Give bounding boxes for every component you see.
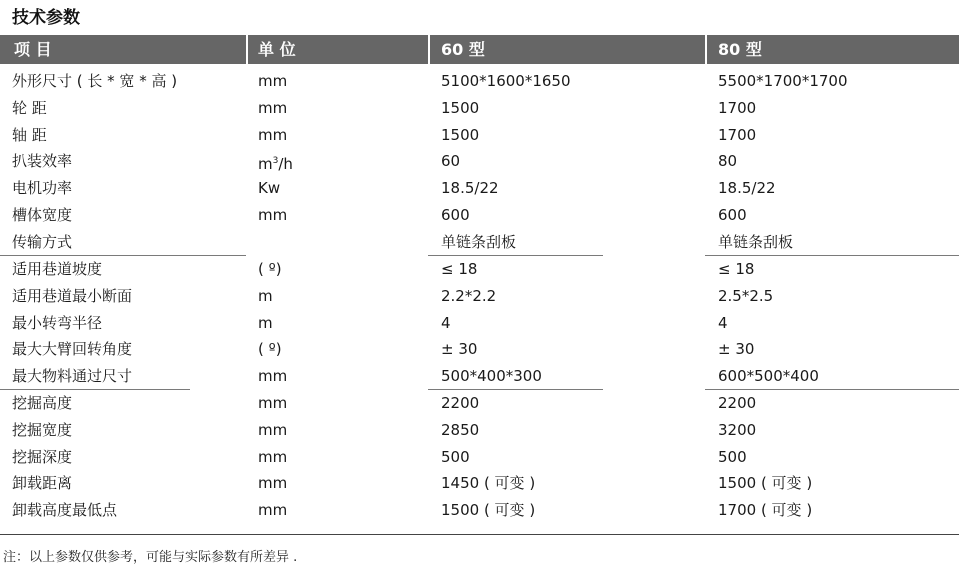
table-header: [0, 35, 959, 64]
cell-model-60: ± 30: [441, 340, 478, 359]
cell-item: 挖掘深度: [12, 447, 73, 466]
table-row: [0, 122, 959, 149]
table-row: [0, 283, 959, 310]
cell-unit: mm: [258, 206, 288, 224]
cell-item: 最大大臂回转角度: [12, 340, 133, 359]
table-row: [0, 202, 959, 229]
cell-model-80: 5500*1700*1700: [718, 72, 848, 90]
table-row: [0, 148, 959, 175]
cell-model-60: 1500 ( 可变 ): [441, 501, 536, 520]
unit-base: m: [258, 155, 273, 174]
header-divider: [428, 35, 430, 64]
cell-model-80: 4: [718, 313, 728, 332]
cell-model-60: 2850: [441, 420, 480, 439]
cell-item: 最大物料通过尺寸: [12, 367, 133, 386]
table-row: [0, 256, 959, 283]
table-row: [0, 363, 959, 390]
header-divider: [246, 35, 248, 64]
cell-model-60: 18.5/22: [441, 179, 499, 198]
cell-model-80: 600*500*400: [718, 367, 819, 386]
cell-item: 挖掘宽度: [12, 420, 73, 439]
header-divider: [705, 35, 707, 64]
cell-item: 轮 距: [12, 98, 47, 117]
cell-item: 最小转弯半径: [12, 313, 103, 332]
table-row: [0, 497, 959, 524]
cell-unit: mm: [258, 420, 288, 439]
cell-unit: mm: [258, 367, 288, 386]
table-row: [0, 229, 959, 256]
cell-model-80: 80: [718, 152, 738, 171]
cell-model-60: 600: [441, 206, 470, 224]
cell-model-80: 1700: [718, 98, 757, 117]
cell-item: 适用巷道坡度: [12, 260, 103, 278]
table-row: [0, 310, 959, 337]
table-row: [0, 444, 959, 471]
cell-unit: mm: [258, 98, 288, 117]
cell-unit: ( º): [258, 260, 282, 278]
unit-superscript: 3: [272, 156, 279, 167]
cell-model-60: 1500: [441, 98, 480, 117]
cell-model-60: 5100*1600*1650: [441, 72, 571, 90]
cell-model-60: 1500: [441, 125, 480, 144]
cell-model-80: ± 30: [718, 340, 755, 359]
cell-model-60: 60: [441, 152, 461, 171]
page-title: 技术参数: [12, 8, 80, 28]
cell-item: 槽体宽度: [12, 206, 73, 224]
unit-tail: /h: [278, 155, 293, 174]
cell-item: 电机功率: [12, 179, 73, 198]
cell-item: 传输方式: [12, 232, 73, 251]
table-bottom-rule: [0, 534, 959, 535]
cell-unit: [258, 148, 293, 177]
cell-item: 外形尺寸 ( 长 * 宽 * 高 ): [12, 72, 178, 90]
cell-unit: mm: [258, 394, 288, 412]
cell-model-80: 600: [718, 206, 747, 224]
cell-model-80: 单链条刮板: [718, 232, 794, 251]
table-row: [0, 390, 959, 417]
cell-item: 卸载高度最低点: [12, 501, 118, 520]
cell-item: 扒装效率: [12, 152, 73, 171]
cell-item: 卸载距离: [12, 474, 73, 493]
cell-model-80: 1700 ( 可变 ): [718, 501, 813, 520]
header-model-60: 60 型: [441, 40, 485, 59]
table-row: [0, 470, 959, 497]
cell-unit: mm: [258, 447, 288, 466]
cell-item: 轴 距: [12, 125, 47, 144]
cell-model-60: 2.2*2.2: [441, 286, 497, 305]
cell-unit: m: [258, 286, 273, 305]
header-item: 项 目: [14, 40, 52, 59]
cell-model-60: 2200: [441, 394, 480, 412]
table-row: [0, 336, 959, 363]
table-row: [0, 68, 959, 95]
cell-model-80: 1700: [718, 125, 757, 144]
cell-unit: mm: [258, 474, 288, 493]
cell-model-60: 1450 ( 可变 ): [441, 474, 536, 493]
cell-model-60: 4: [441, 313, 451, 332]
cell-model-80: 3200: [718, 420, 757, 439]
cell-model-60: 500: [441, 447, 470, 466]
cell-model-80: 2200: [718, 394, 757, 412]
cell-unit: mm: [258, 72, 288, 90]
cell-unit: Kw: [258, 179, 281, 198]
cell-item: 挖掘高度: [12, 394, 73, 412]
table-row: [0, 175, 959, 202]
table-row: [0, 417, 959, 444]
cell-model-60: 500*400*300: [441, 367, 542, 386]
cell-item: 适用巷道最小断面: [12, 286, 133, 305]
cell-model-80: 2.5*2.5: [718, 286, 774, 305]
cell-model-80: 18.5/22: [718, 179, 776, 198]
cell-unit: m: [258, 313, 273, 332]
cell-unit: mm: [258, 125, 288, 144]
table-row: [0, 95, 959, 122]
cell-model-80: 1500 ( 可变 ): [718, 474, 813, 493]
header-unit: 单 位: [258, 40, 296, 59]
cell-unit: mm: [258, 501, 288, 520]
cell-unit: ( º): [258, 340, 282, 359]
cell-model-80: 500: [718, 447, 747, 466]
cell-model-80: ≤ 18: [718, 260, 755, 278]
cell-model-60: ≤ 18: [441, 260, 478, 278]
footnote: 注：以上参数仅供参考，可能与实际参数有所差异 .: [3, 550, 298, 565]
header-model-80: 80 型: [718, 40, 762, 59]
cell-model-60: 单链条刮板: [441, 232, 517, 251]
